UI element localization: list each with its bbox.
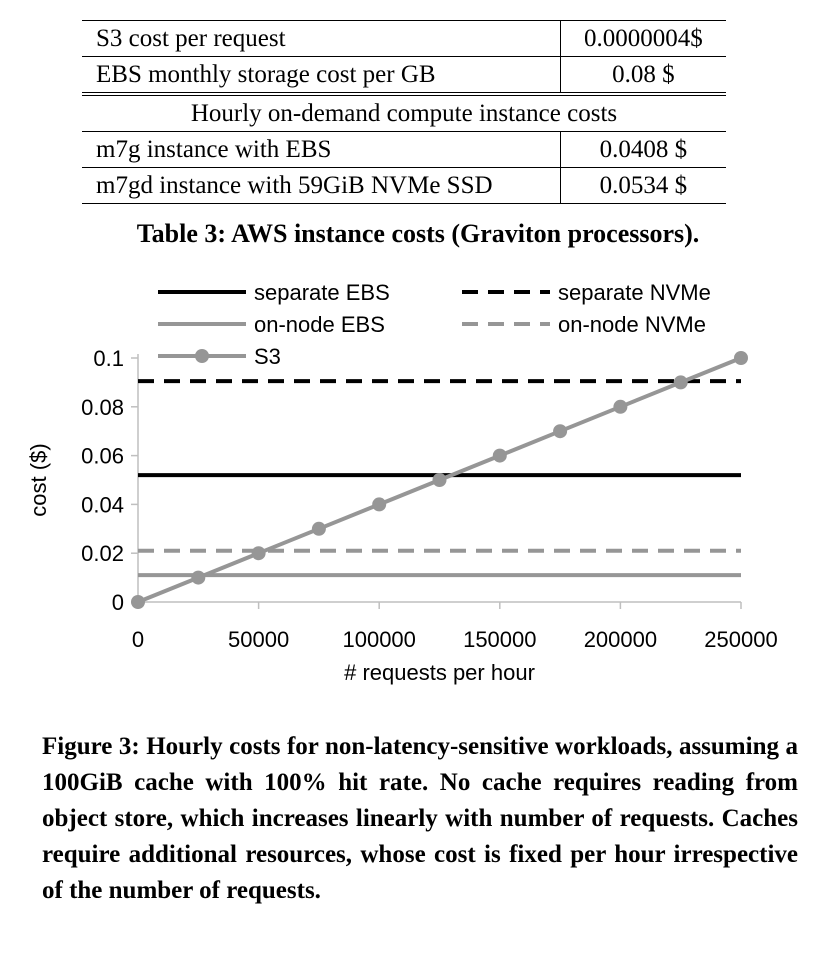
table-section-row [82,94,726,132]
y-tick-label: 0.06 [81,443,124,469]
data-point-s3 [493,449,507,463]
legend-entry-s3 [158,344,281,369]
legend-label: on-node NVMe [558,312,706,337]
legend-label: separate NVMe [558,280,711,305]
table-row [82,21,726,57]
row-label: EBS monthly storage cost per GB [82,57,560,95]
legend-label: S3 [254,344,281,369]
x-tick-label: 250000 [704,627,778,652]
legend-entry-separate-nvme [462,280,711,305]
x-tick-label: 0 [131,627,145,652]
y-tick-label: 0.1 [93,346,124,371]
row-value: 0.0000004$ [560,21,726,57]
row-label: m7gd instance with 59GiB NVMe SSD [82,168,560,204]
row-value: 0.0408 $ [560,132,726,168]
x-tick-label: 100000 [342,627,416,652]
legend-label: separate EBS [254,280,390,305]
x-tick-label: 50000 [228,627,290,652]
data-point-s3 [312,522,326,536]
data-point-s3 [674,375,688,389]
y-tick-label: 0.02 [81,541,124,567]
row-label: S3 cost per request [82,21,560,57]
legend-entry-separate-ebs [158,280,390,305]
section-header: Hourly on-demand compute instance costs [82,94,726,132]
row-value: 0.0534 $ [560,168,726,204]
data-point-s3 [252,546,266,560]
legend-label: on-node EBS [254,312,385,337]
data-point-s3 [553,424,567,438]
table-row [82,57,726,95]
table-caption: Table 3: AWS instance costs (Graviton processors). [136,219,700,248]
x-tick-label: 200000 [583,627,658,652]
y-axis-label: cost ($) [26,443,51,517]
legend-entry-on-node-nvme [462,312,706,337]
table-row [82,168,726,204]
row-value: 0.08 $ [560,57,726,95]
data-point-s3 [372,497,386,511]
x-axis-label: # requests per hour [344,660,535,685]
legend-entry-on-node-ebs [158,312,385,337]
data-point-s3 [613,400,627,414]
data-point-s3 [433,473,447,487]
y-tick-label: 0.08 [81,394,124,420]
y-tick-label: 0 [111,590,124,615]
x-tick-label: 150000 [463,627,537,652]
y-tick-label: 0.04 [81,492,124,518]
legend-marker [195,349,209,363]
table-row [82,132,726,168]
data-point-s3 [191,571,205,585]
cost-table [82,20,726,204]
cost-chart [0,270,836,710]
data-point-s3 [131,595,145,609]
row-label: m7g instance with EBS [82,132,560,168]
figure-caption: Figure 3: Hourly costs for non-latency-sensitive workloads, assuming a 100GiB cache with 100% hit rate. No cache requires reading from object store, which increases linearly with number of requests. Caches require additional resources, whose cost is fixed per hour irrespective of the number of requests. [42,733,798,904]
data-point-s3 [734,351,748,365]
